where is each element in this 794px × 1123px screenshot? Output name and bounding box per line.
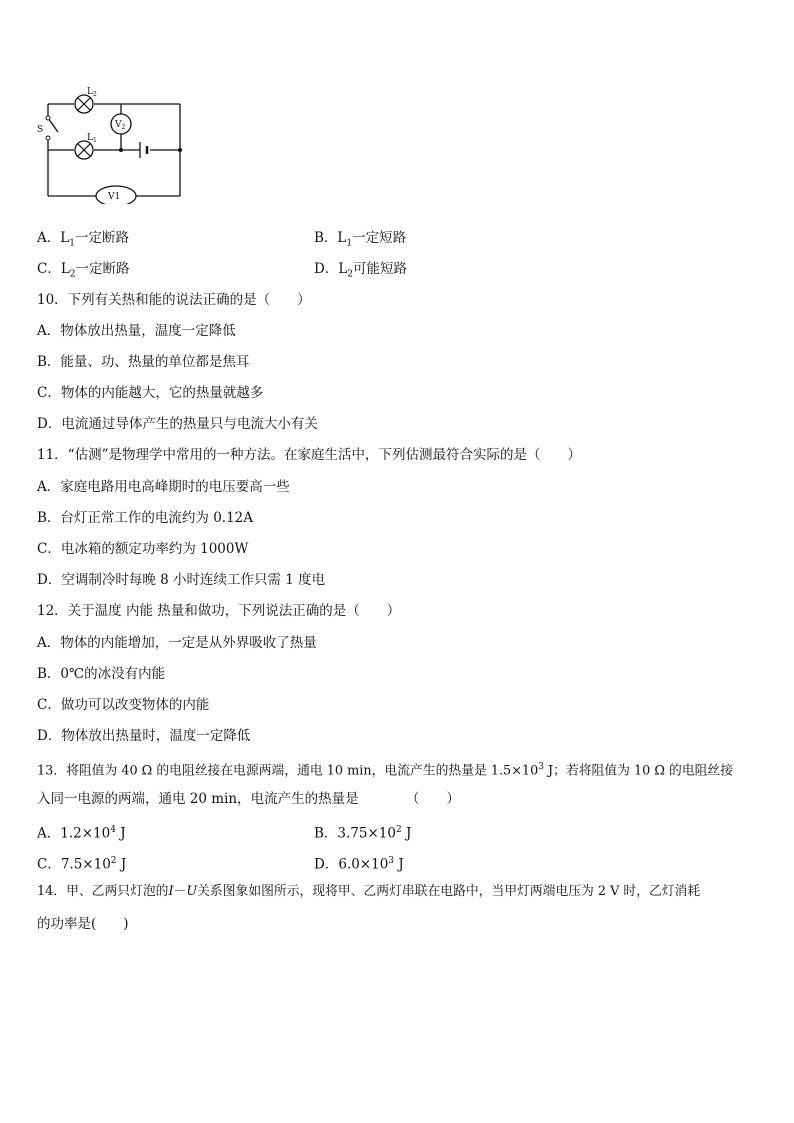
- q9-option-c: C．$L_2$一定断路: [37, 261, 130, 280]
- circuit-diagram: [36, 84, 186, 204]
- q13-option-b: B．$3.75\times 10^2$ J: [314, 825, 412, 842]
- l1-label: $L_1$: [87, 133, 97, 144]
- q12-option-b: B．0℃的冰没有内能: [37, 666, 166, 682]
- l2-label: $L_2$: [87, 87, 97, 98]
- q11-option-b: B．台灯正常工作的电流约为 0.12A: [37, 510, 254, 526]
- junction-dot: [119, 148, 123, 152]
- q9-option-d: D．$L_2$可能短路: [314, 261, 408, 280]
- q12-option-c: C．做功可以改变物体的内能: [37, 697, 210, 713]
- q12-option-a: A．物体的内能增加，一定是从外界吸收了热量: [37, 635, 317, 651]
- q9-option-a: A．$L_1$一定断路: [37, 230, 129, 249]
- switch-label: S: [37, 125, 44, 135]
- q13-option-a: A．$1.2\times 10^4$ J: [37, 825, 126, 842]
- lamp-l1-icon: [75, 141, 93, 159]
- lamp-l2-icon: [75, 95, 93, 113]
- junction-dot: [178, 148, 182, 152]
- q13-stem-line2: 入同一电源的两端，通电 20 min，电流产生的热量是 （ ）: [37, 791, 460, 807]
- q11-option-c: C．电冰箱的额定功率约为 1000W: [37, 541, 249, 557]
- q13-option-c: C．$7.5\times 10^2$ J: [37, 856, 127, 873]
- v2-label: $V_2$: [115, 120, 126, 131]
- switch-contact-bottom: [46, 136, 50, 140]
- q11-stem: 11．“估测”是物理学中常用的一种方法。在家庭生活中，下列估测最符合实际的是（ ）: [37, 447, 581, 463]
- switch-contact-top: [46, 116, 50, 120]
- q10-option-b: B．能量、功、热量的单位都是焦耳: [37, 354, 250, 370]
- q13-stem-line1: 13．将阻值为 40 Ω 的电阻丝接在电源两端，通电 10 min，电流产生的热量是 $1.5\times 10^3$ J；若将阻值为 10 Ω 的电阻丝接: [37, 762, 734, 779]
- q12-option-d: D．物体放出热量时，温度一定降低: [37, 728, 251, 744]
- q10-option-a: A．物体放出热量，温度一定降低: [37, 323, 236, 339]
- q10-stem: 10．下列有关热和能的说法正确的是（ ）: [37, 292, 311, 308]
- q11-option-d: D．空调制冷时每晚 8 小时连续工作只需 1 度电: [37, 572, 326, 588]
- q14-stem-line2: 的功率是( ): [37, 916, 129, 932]
- q10-option-d: D．电流通过导体产生的热量只与电流大小有关: [37, 416, 318, 432]
- battery-icon: [140, 142, 147, 158]
- q13-option-d: D．$6.0\times 10^3$ J: [314, 856, 404, 873]
- v1-label: V1: [108, 192, 121, 202]
- q11-option-a: A．家庭电路用电高峰期时的电压要高一些: [37, 479, 290, 495]
- q12-stem: 12．关于温度 内能 热量和做功，下列说法正确的是（ ）: [37, 603, 401, 619]
- q10-option-c: C．物体的内能越大，它的热量就越多: [37, 385, 264, 401]
- q14-stem-line1: 14．甲、乙两只灯泡的I－U关系图象如图所示，现将甲、乙两灯串联在电路中，当甲灯两端电压为 2 V 时，乙灯消耗: [37, 884, 701, 899]
- q9-option-b: B．$L_1$一定短路: [314, 230, 407, 249]
